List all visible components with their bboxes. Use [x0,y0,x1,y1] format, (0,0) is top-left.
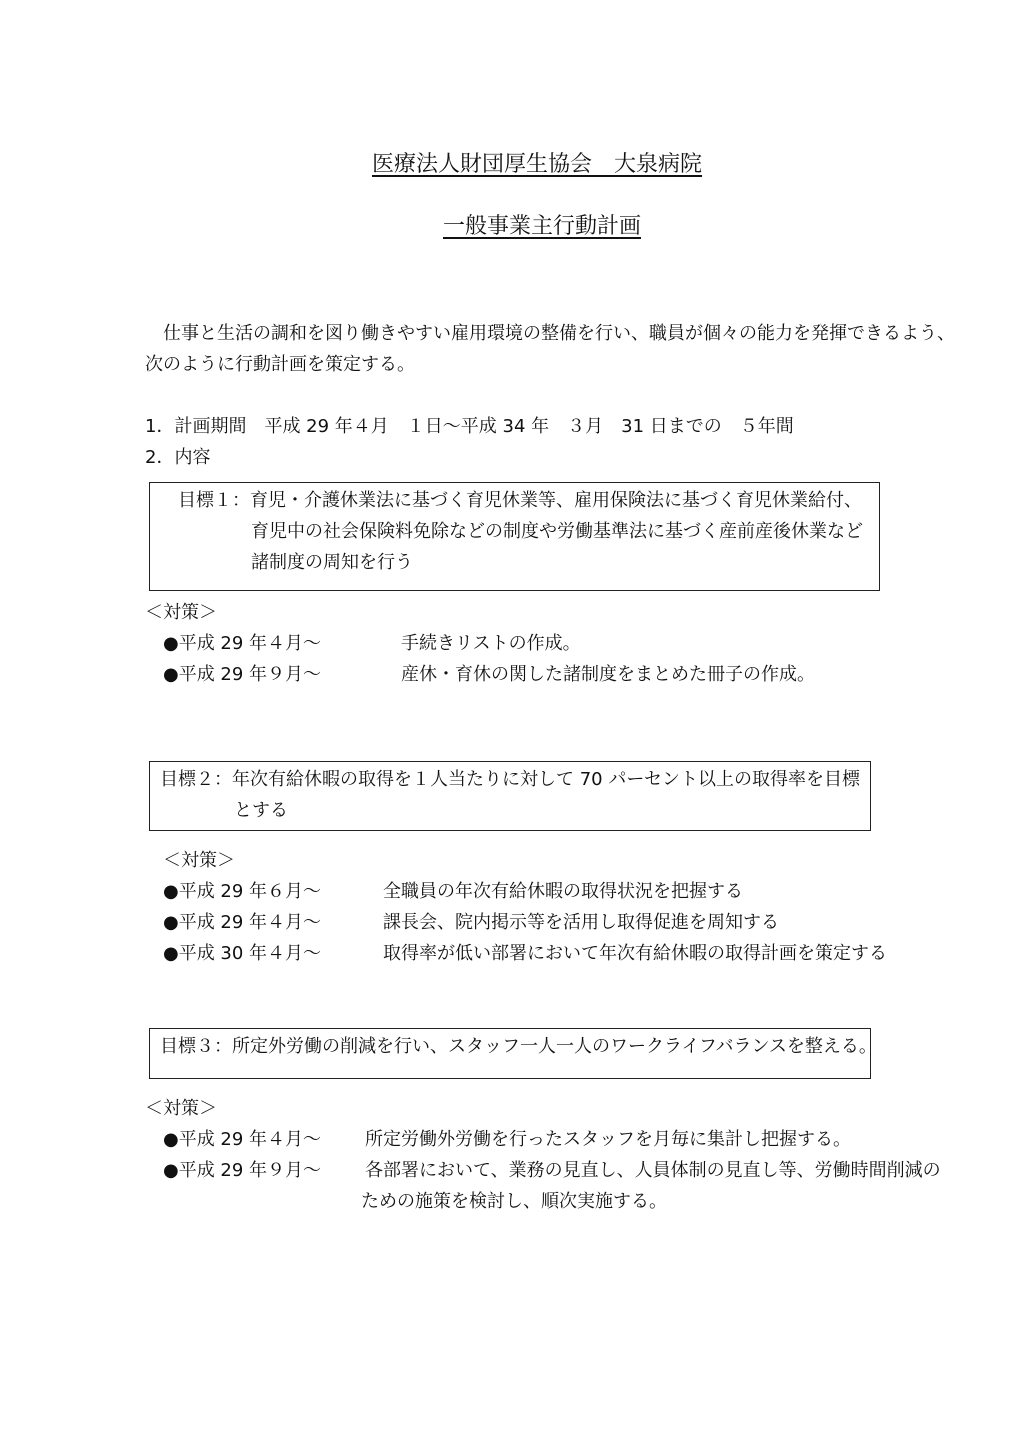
plan-title: 一般事業主行動計画 [443,214,642,239]
goal-1-measure-1-date: ●平成 29 年４月～ [163,633,322,654]
goal-3-measures-label: ＜対策＞ [145,1098,217,1119]
intro-line-2: 次のように行動計画を策定する。 [145,354,415,375]
intro-line-1: 仕事と生活の調和を図り働きやすい雇用環境の整備を行い、職員が個々の能力を発揮できるよう、 [163,323,955,344]
goal-2-measure-1-text: 全職員の年次有給休暇の取得状況を把握する [383,881,743,902]
plan-period: 1．計画期間 平成 29 年４月 １日～平成 34 年 ３月 31 日までの ５年間 [145,416,794,437]
goal-2-measure-2-date: ●平成 29 年４月～ [163,912,322,933]
goal-2-measure-2-text: 課長会、院内掲示等を活用し取得促進を周知する [383,912,779,933]
goal-1-measure-2-date: ●平成 29 年９月～ [163,664,322,685]
goal-1-line-1: 目標１：育児・介護休業法に基づく育児休業等、雇用保険法に基づく育児休業給付、 [178,490,862,511]
goal-2-line-1: 目標２：年次有給休暇の取得を１人当たりに対して 70 パーセント以上の取得率を目標 [160,769,860,790]
goal-3-measure-1-text: 所定労働外労働を行ったスタッフを月毎に集計し把握する。 [365,1129,851,1150]
goal-2-measure-1-date: ●平成 29 年６月～ [163,881,322,902]
goal-1-measure-2-text: 産休・育休の関した諸制度をまとめた冊子の作成。 [401,664,815,685]
goal-2-line-2: とする [234,800,288,821]
goal-1-measures-label: ＜対策＞ [145,602,217,623]
goal-2-measure-3-date: ●平成 30 年４月～ [163,943,322,964]
goal-3-measure-2-text-continued: ための施策を検討し、順次実施する。 [361,1191,667,1212]
organization-title: 医療法人財団厚生協会 大泉病院 [372,152,703,177]
goal-1-line-2: 育児中の社会保険料免除などの制度や労働基準法に基づく産前産後休業など [251,521,863,542]
goal-2-measure-3-text: 取得率が低い部署において年次有給休暇の取得計画を策定する [383,943,887,964]
goal-3-line-1: 目標３：所定外労働の削減を行い、スタッフ一人一人のワークライフバランスを整える。 [160,1036,877,1057]
goal-3-measure-1-date: ●平成 29 年４月～ [163,1129,322,1150]
content-heading: 2．内容 [145,447,211,468]
goal-1-measure-1-text: 手続きリストの作成。 [401,633,581,654]
goal-3-measure-2-text: 各部署において、業務の見直し、人員体制の見直し等、労働時間削減の [365,1160,941,1181]
goal-3-measure-2-date: ●平成 29 年９月～ [163,1160,322,1181]
goal-2-measures-label: ＜対策＞ [163,850,235,871]
goal-1-line-3: 諸制度の周知を行う [251,552,413,573]
